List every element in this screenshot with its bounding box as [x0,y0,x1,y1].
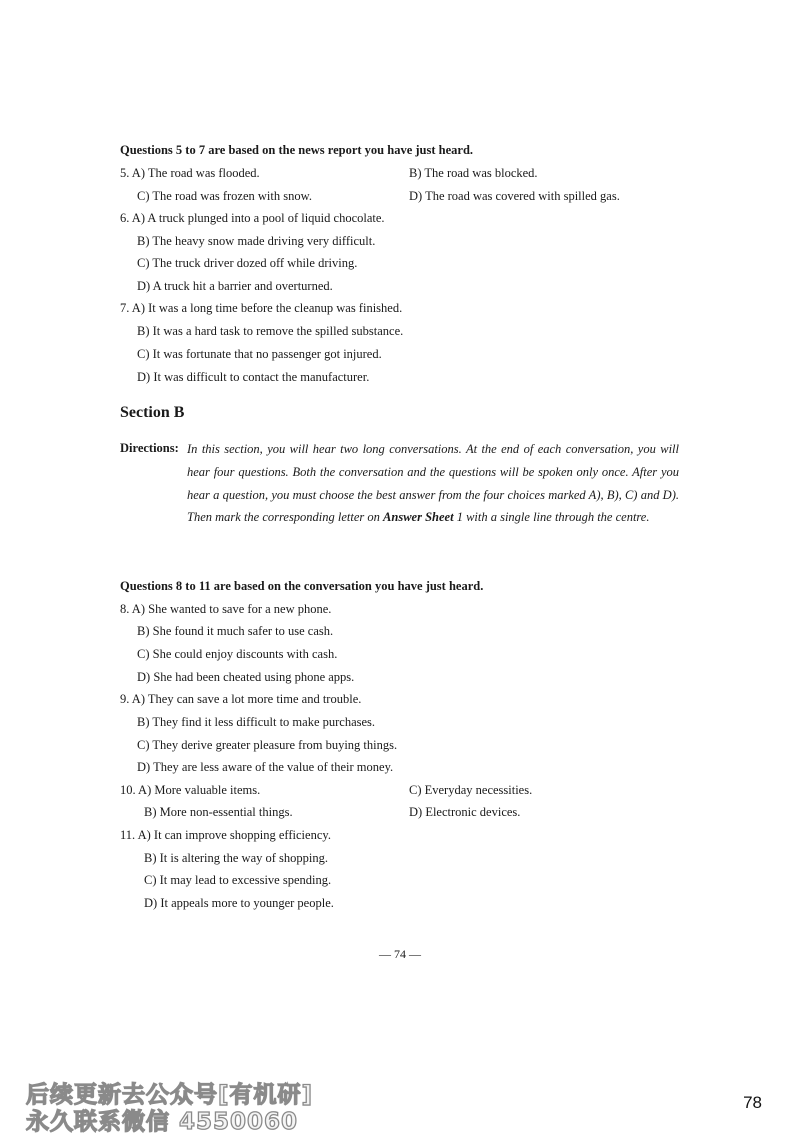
directions-label: Directions: [120,441,179,455]
q5-option-b: B) The road was blocked. [409,166,538,180]
q5-option-d: D) The road was covered with spilled gas. [409,189,620,203]
page-number: 78 [743,1093,762,1112]
q6-option-b: B) The heavy snow made driving very difficult. [137,234,376,248]
q7-option-a: 7. A) It was a long time before the cleanup was finished. [120,301,403,315]
question-group-heading: Questions 5 to 7 are based on the news report you have just heard. [120,143,474,157]
q8-option-a: 8. A) She wanted to save for a new phone. [120,602,332,616]
q5-option-c: C) The road was frozen with snow. [137,189,312,203]
watermark-line-2: 永久联系微信 4550060 [26,1109,299,1135]
q10-option-a: 10. A) More valuable items. [120,783,261,797]
q11-option-c: C) It may lead to excessive spending. [144,873,332,887]
directions-text-part2: 1 with a single line through the centre. [456,510,650,525]
q9-option-b: B) They find it less difficult to make purchases. [137,715,376,729]
q11-option-d: D) It appeals more to younger people. [144,896,334,910]
watermark-line-1: 后续更新去公众号[有机研] [26,1082,314,1108]
q9-option-d: D) They are less aware of the value of their money. [137,760,394,774]
directions-text-part1: In this section, you will hear two long conversations. At the end of each conversation, you will hear four questions. Both the conversation and the questions will be spoken only once. After you hear a question, you must choose the best answer from the four choices marked A), B), C) and D). Then mark the corresponding letter on [187,442,679,525]
q8-option-b: B) She found it much safer to use cash. [137,624,334,638]
q6-option-d: D) A truck hit a barrier and overturned. [137,279,333,293]
q10-option-c: C) Everyday necessities. [409,783,533,797]
q6-option-a: 6. A) A truck plunged into a pool of liquid chocolate. [120,211,385,225]
q8-option-d: D) She had been cheated using phone apps. [137,670,355,684]
section-title: Section B [120,404,185,421]
q6-option-c: C) The truck driver dozed off while driving. [137,256,358,270]
directions-text [187,438,679,529]
q11-option-a: 11. A) It can improve shopping efficiency. [120,828,331,842]
answer-sheet-term: Answer Sheet [383,510,454,525]
q7-option-b: B) It was a hard task to remove the spilled substance. [137,324,404,338]
q5-option-a: 5. A) The road was flooded. [120,166,260,180]
q9-option-a: 9. A) They can save a lot more time and trouble. [120,692,362,706]
q7-option-c: C) It was fortunate that no passenger got injured. [137,347,382,361]
q10-option-b: B) More non-essential things. [144,805,293,819]
q7-option-d: D) It was difficult to contact the manufacturer. [137,370,370,384]
q9-option-c: C) They derive greater pleasure from buying things. [137,738,398,752]
q10-option-d: D) Electronic devices. [409,805,521,819]
printed-page-folio: — 74 — [379,947,421,961]
q11-option-b: B) It is altering the way of shopping. [144,851,328,865]
question-group-heading: Questions 8 to 11 are based on the conversation you have just heard. [120,579,484,593]
q8-option-c: C) She could enjoy discounts with cash. [137,647,338,661]
